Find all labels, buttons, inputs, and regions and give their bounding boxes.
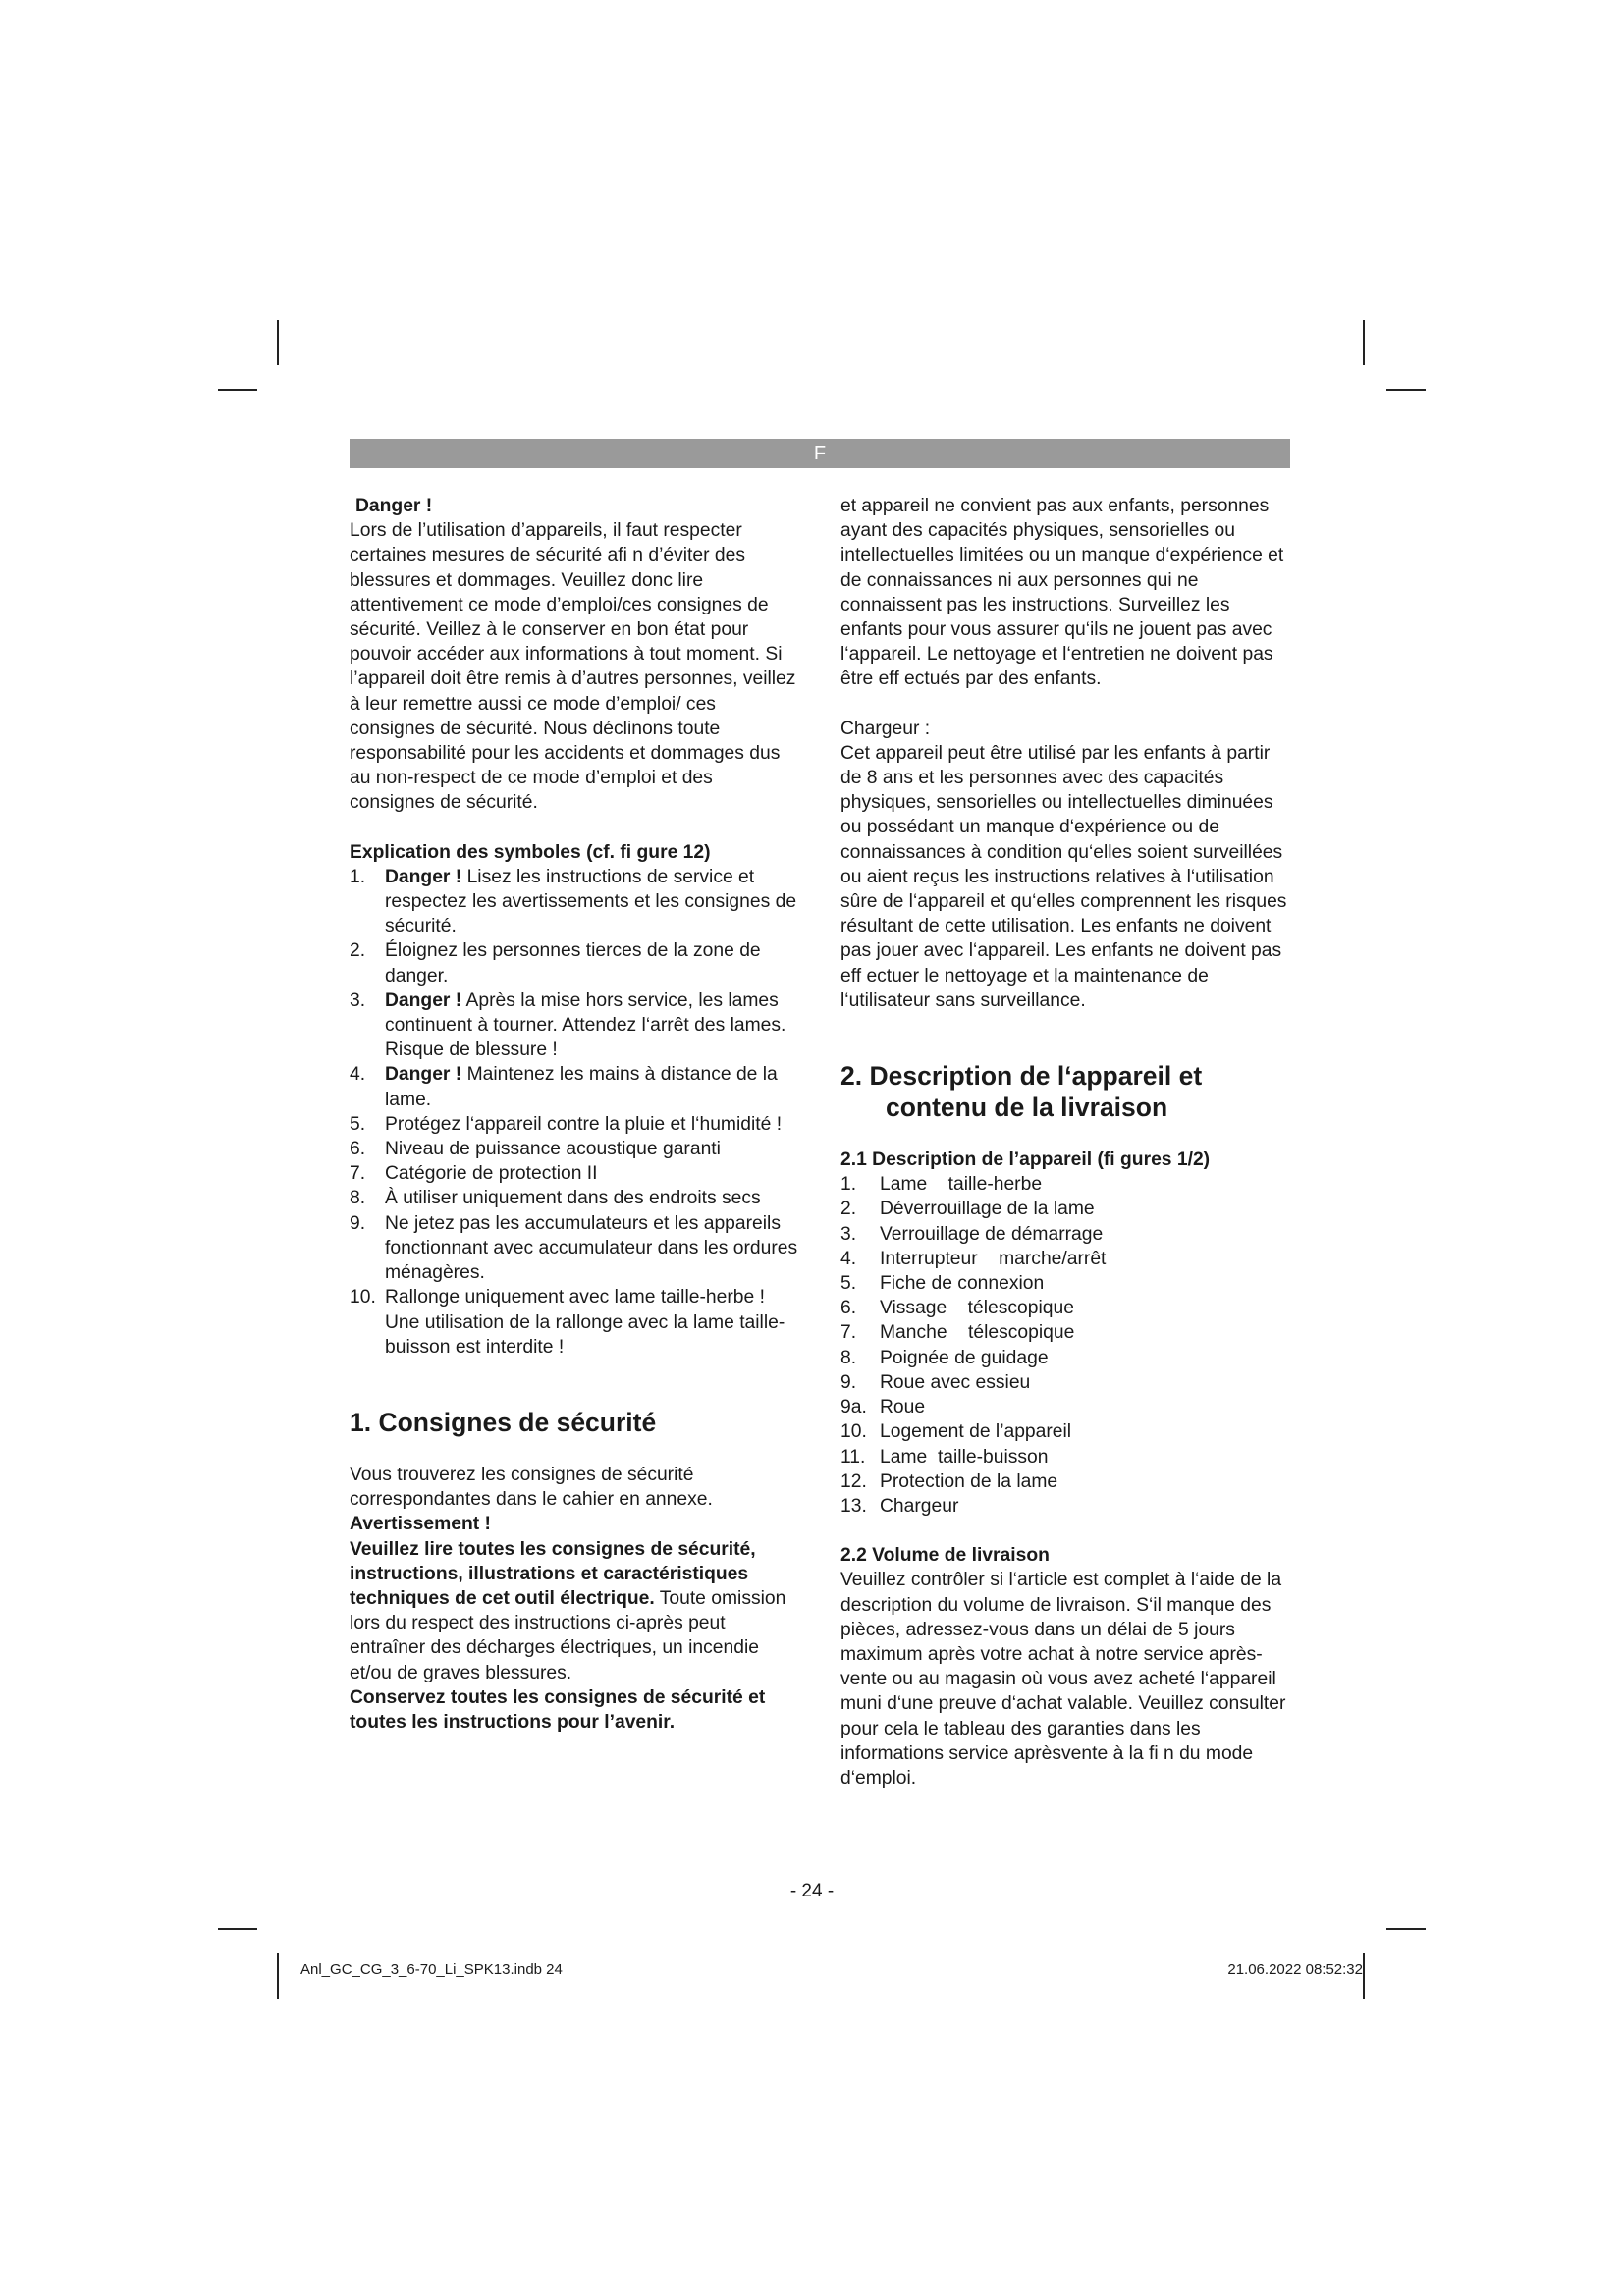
- symbol-text: [385, 988, 801, 1063]
- symbol-desc: Après la mise hors service, les lames continuent à tourner. Attendez l‘arrêt des lames. Risque de blessure !: [385, 989, 786, 1061]
- language-code: F: [813, 443, 827, 464]
- language-header-bar: [350, 439, 1290, 468]
- crop-mark: [218, 389, 257, 391]
- symbol-text: [385, 1211, 801, 1286]
- part-label: Lame taille-buisson: [880, 1446, 1049, 1468]
- part-item: [840, 1320, 1292, 1345]
- charger-paragraph: Cet appareil peut être utilisé par les enfants à partir de 8 ans et les personnes avec des capacités physiques, sensorielles ou intellectuelles diminuées ou possédant un manque d‘expérience ou de connaissances à condition qu‘elles soient surveillées ou aient reçus les instructions relatives à l‘utilisation sûre de l‘appareil et qu‘elles comprennent les risques résultant de cette utilisation. Les enfants ne doivent pas jouer avec l‘appareil. Les enfants ne doivent pas eff ectuer le nettoyage et la maintenance de l‘utilisateur sans surveillance.: [840, 742, 1287, 1011]
- delivery-paragraph: Veuillez contrôler si l‘article est complet à l‘aide de la description du volume de livraison. S‘il manque des pièces, adressez-vous dans un délai de 5 jours maximum après votre achat à notre service après-vente ou au magasin où vous avez acheté l‘appareil muni d‘une preuve d‘achat valable. Veuillez consulter pour cela le tableau des garanties dans les informations service aprèsvente à la fi n du mode d‘emploi.: [840, 1570, 1286, 1789]
- part-number: 9a.: [840, 1397, 867, 1418]
- symbol-desc: Catégorie de protection II: [385, 1163, 598, 1185]
- crop-mark: [1363, 1953, 1365, 1999]
- page-number: - 24 -: [789, 1881, 835, 1901]
- symbols-list: [350, 865, 801, 1360]
- left-column: [350, 494, 801, 1735]
- part-number: 13.: [840, 1495, 867, 1517]
- symbol-text: [385, 865, 801, 939]
- part-item: [840, 1346, 1292, 1370]
- part-item: [840, 1445, 1292, 1469]
- charger-label: Chargeur :: [840, 718, 931, 739]
- symbol-text: [385, 1112, 801, 1137]
- symbol-desc: Éloignez les personnes tierces de la zone de danger.: [385, 940, 761, 987]
- part-label: Fiche de connexion: [880, 1273, 1045, 1295]
- symbol-desc: Rallonge uniquement avec lame taille-herbe ! Une utilisation de la rallonge avec la lame taille-buisson est interdite !: [385, 1287, 785, 1358]
- symbol-desc: Ne jetez pas les accumulateurs et les appareils fonctionnant avec accumulateur dans les ordures ménagères.: [385, 1212, 798, 1284]
- danger-title: Danger !: [355, 496, 433, 516]
- part-item: [840, 1494, 1292, 1519]
- part-item: [840, 1395, 1292, 1419]
- part-item: [840, 1172, 1292, 1197]
- part-number: 2.: [840, 1199, 857, 1220]
- part-item: [840, 1296, 1292, 1320]
- part-item: [840, 1469, 1292, 1494]
- keep-bold: Conservez toutes les consignes de sécurité et toutes les instructions pour: [350, 1686, 766, 1733]
- section-1-paragraph: Vous trouverez les consignes de sécurité correspondantes dans le cahier en annexe.: [350, 1464, 713, 1511]
- symbol-item: [350, 1211, 801, 1286]
- part-item: [840, 1419, 1292, 1444]
- part-label: Roue: [880, 1397, 926, 1418]
- section-2-title-line2: contenu de la livraison: [886, 1093, 1168, 1123]
- symbol-text: [385, 1161, 801, 1186]
- part-number: 1.: [840, 1174, 857, 1196]
- crop-mark: [218, 1928, 257, 1930]
- keep-text: l’avenir.: [598, 1711, 676, 1733]
- section-1-title: 1. Consignes de sécurité: [350, 1407, 657, 1437]
- part-number: 8.: [840, 1347, 857, 1368]
- part-label: Déverrouillage de la lame: [880, 1199, 1095, 1220]
- symbol-number: 2.: [350, 940, 366, 962]
- symbol-number: 1.: [350, 866, 366, 887]
- symbol-item: [350, 1062, 801, 1111]
- symbol-number: 6.: [350, 1139, 366, 1160]
- warning-bold: Veuillez lire toutes les consignes de sécurité, instructions, illustrations et caractéristiques techniques de cet outil électrique.: [350, 1538, 756, 1609]
- part-number: 11.: [840, 1446, 866, 1468]
- symbol-text: [385, 1186, 801, 1210]
- symbol-text: [385, 938, 801, 988]
- part-label: Interrupteur marche/arrêt: [880, 1248, 1107, 1269]
- symbol-item: [350, 1137, 801, 1161]
- warning-text: Toute omission lors du respect des instructions ci-après peut entraîner des décharges électriques, un incendie et/ou de graves blessures.: [350, 1587, 786, 1683]
- symbol-number: 3.: [350, 989, 366, 1011]
- part-number: 10.: [840, 1421, 867, 1443]
- symbol-desc: Niveau de puissance acoustique garanti: [385, 1139, 721, 1160]
- part-label: Poignée de guidage: [880, 1347, 1049, 1368]
- symbol-desc: Protégez l‘appareil contre la pluie et l‘humidité !: [385, 1113, 783, 1135]
- crop-mark: [277, 320, 279, 365]
- symbol-text: [385, 1062, 801, 1111]
- part-number: 9.: [840, 1371, 857, 1393]
- symbol-number: 9.: [350, 1212, 366, 1234]
- part-item: [840, 1370, 1292, 1395]
- symbol-item: [350, 988, 801, 1063]
- warning-title: Avertissement !: [350, 1514, 491, 1535]
- keep-paragraph: [350, 1685, 801, 1735]
- part-label: Logement de l’appareil: [880, 1421, 1072, 1443]
- subsection-2-2-title: 2.2 Volume de livraison: [840, 1545, 1050, 1567]
- part-label: Vissage télescopique: [880, 1298, 1074, 1319]
- symbol-number: 7.: [350, 1163, 366, 1185]
- danger-intro: Lors de l’utilisation d’appareils, il faut respecter certaines mesures de sécurité afi n d’éviter des blessures et dommages. Veuillez donc lire attentivement ce mode d’emploi/ces consignes de sécurité. Veillez à le conserver en bon état pour pouvoir accéder aux informations à tout moment. Si l’appareil doit être remis à d’autres personnes, veillez à leur remettre aussi ce mode d’emploi/ ces consignes de sécurité. Nous déclinons toute responsabilité pour les accidents et dommages dus au non-respect de ce mode d’emploi et des consignes de sécurité.: [350, 520, 796, 814]
- part-label: Manche télescopique: [880, 1322, 1075, 1344]
- symbol-number: 8.: [350, 1188, 366, 1209]
- symbol-item: [350, 1112, 801, 1137]
- part-item: [840, 1271, 1292, 1296]
- part-label: Chargeur: [880, 1495, 959, 1517]
- symbol-desc: Maintenez les mains à distance de la lame.: [385, 1064, 778, 1110]
- crop-mark: [277, 1953, 279, 1999]
- part-label: Protection de la lame: [880, 1470, 1058, 1492]
- symbol-bold: Danger !: [385, 989, 462, 1011]
- part-item: [840, 1197, 1292, 1221]
- crop-mark: [1363, 320, 1365, 365]
- symbol-desc: Lisez les instructions de service et respectez les avertissements et les consignes de sécurité.: [385, 866, 797, 937]
- parts-list: [840, 1172, 1292, 1519]
- subsection-2-1-title: 2.1 Description de l’appareil (fi gures 1/2): [840, 1149, 1211, 1171]
- part-label: Roue avec essieu: [880, 1371, 1031, 1393]
- section-2-title: [840, 1060, 1292, 1123]
- part-number: 6.: [840, 1298, 857, 1319]
- part-number: 12.: [840, 1470, 867, 1492]
- symbol-item: [350, 1186, 801, 1210]
- footer-file: Anl_GC_CG_3_6-70_Li_SPK13.indb 24: [300, 1961, 563, 1978]
- part-label: Verrouillage de démarrage: [880, 1223, 1104, 1245]
- part-item: [840, 1222, 1292, 1247]
- symbol-item: [350, 938, 801, 988]
- footer-datetime: 21.06.2022 08:52:32: [1227, 1961, 1363, 1978]
- symbol-number: 10.: [350, 1287, 376, 1308]
- part-number: 4.: [840, 1248, 857, 1269]
- symbol-item: [350, 1161, 801, 1186]
- symbol-text: [385, 1137, 801, 1161]
- part-item: [840, 1247, 1292, 1271]
- warning-paragraph: [350, 1537, 801, 1685]
- symbol-text: [385, 1285, 801, 1360]
- crop-mark: [1386, 1928, 1426, 1930]
- symbol-item: [350, 865, 801, 939]
- symbols-title: Explication des symboles (cf. fi gure 12): [350, 841, 711, 863]
- symbol-bold: Danger !: [385, 866, 462, 887]
- part-label: Lame taille-herbe: [880, 1174, 1043, 1196]
- part-number: 7.: [840, 1322, 857, 1344]
- symbol-item: [350, 1285, 801, 1360]
- part-number: 3.: [840, 1223, 857, 1245]
- section-2-title-line1: 2. Description de l‘appareil et: [840, 1061, 1203, 1092]
- right-column: [840, 494, 1292, 1790]
- children-paragraph: et appareil ne convient pas aux enfants, personnes ayant des capacités physiques, sensorielles ou intellectuelles limitées ou un manque d‘expérience et de connaissances ni aux personnes qui ne connaissent pas les instructions. Surveillez les enfants pour vous assurer qu‘ils ne jouent pas avec l‘appareil. Le nettoyage et l‘entretien ne doivent pas être eff ectués par des enfants.: [840, 496, 1284, 690]
- symbol-bold: Danger !: [385, 1064, 462, 1086]
- symbol-number: 4.: [350, 1064, 366, 1086]
- symbol-number: 5.: [350, 1113, 366, 1135]
- crop-mark: [1386, 389, 1426, 391]
- part-number: 5.: [840, 1273, 857, 1295]
- symbol-desc: À utiliser uniquement dans des endroits secs: [385, 1188, 761, 1209]
